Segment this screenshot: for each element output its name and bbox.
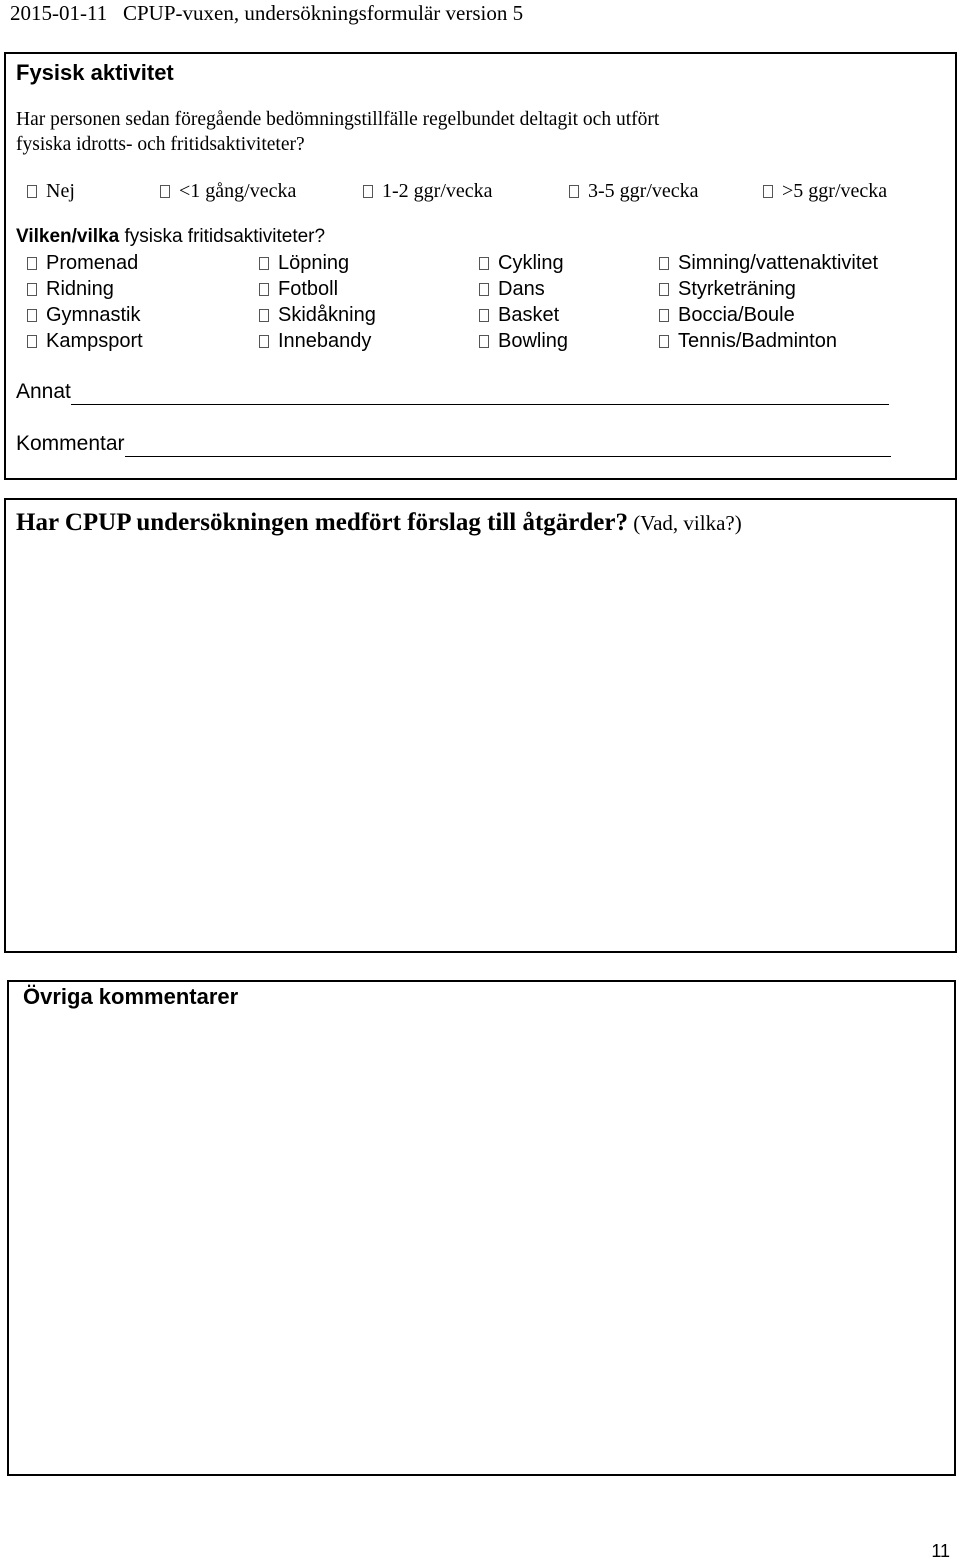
comment-field[interactable] xyxy=(16,431,891,457)
frequency-option-more-than-5[interactable] xyxy=(763,178,887,204)
checkbox-icon[interactable] xyxy=(27,257,37,270)
activity-label: Gymnastik xyxy=(46,304,141,326)
activity-fotboll[interactable] xyxy=(259,276,338,302)
activity-label: Löpning xyxy=(278,252,350,274)
activity-ridning[interactable] xyxy=(27,276,114,302)
checkbox-icon[interactable] xyxy=(763,185,773,198)
activity-label: Cykling xyxy=(498,252,564,274)
frequency-option-1-2[interactable] xyxy=(363,178,493,204)
activity-promenad[interactable] xyxy=(27,250,138,276)
checkbox-icon[interactable] xyxy=(27,309,37,322)
checkbox-icon[interactable] xyxy=(27,335,37,348)
checkbox-icon[interactable] xyxy=(259,309,269,322)
activity-label: Boccia/Boule xyxy=(678,304,795,326)
activity-innebandy[interactable] xyxy=(259,328,371,354)
checkbox-icon[interactable] xyxy=(479,335,489,348)
frequency-option-nej[interactable] xyxy=(27,178,75,204)
other-comments-title: Övriga kommentarer xyxy=(23,984,239,1009)
measures-question xyxy=(16,509,742,537)
which-rest: fysiska fritidsaktiviteter? xyxy=(119,226,326,247)
other-label: Annat xyxy=(16,380,71,403)
activity-dans[interactable] xyxy=(479,276,545,302)
activity-gymnastik[interactable] xyxy=(27,302,140,328)
other-input-line[interactable] xyxy=(71,384,889,405)
header-date: 2015-01-11 xyxy=(10,1,108,25)
activity-label: Simning/vattenaktivitet xyxy=(678,252,879,274)
measures-question-bold: Har CPUP undersökningen medfört förslag till åtgärder? xyxy=(16,509,628,536)
activity-label: Fotboll xyxy=(278,278,339,300)
comment-label: Kommentar xyxy=(16,432,125,455)
page-number: 11 xyxy=(931,1541,950,1561)
checkbox-icon[interactable] xyxy=(479,283,489,296)
activity-label: Skidåkning xyxy=(278,304,376,326)
header-title: CPUP-vuxen, undersökningsformulär version 5 xyxy=(122,1,524,25)
checkbox-icon[interactable] xyxy=(27,185,37,198)
checkbox-icon[interactable] xyxy=(259,335,269,348)
activity-styrketraning[interactable] xyxy=(659,276,796,302)
activity-kampsport[interactable] xyxy=(27,328,143,354)
activity-tennis[interactable] xyxy=(659,328,837,354)
option-label: Nej xyxy=(46,180,75,202)
checkbox-icon[interactable] xyxy=(259,257,269,270)
checkbox-icon[interactable] xyxy=(27,283,37,296)
frequency-option-3-5[interactable] xyxy=(569,178,699,204)
checkbox-icon[interactable] xyxy=(659,335,669,348)
which-bold: Vilken/vilka xyxy=(16,226,120,247)
other-comments-section[interactable] xyxy=(7,980,956,1476)
activity-label: Kampsport xyxy=(46,330,143,352)
activity-simning[interactable] xyxy=(659,250,878,276)
activity-label: Promenad xyxy=(46,252,139,274)
option-label: >5 ggr/vecka xyxy=(782,180,888,202)
option-label: <1 gång/vecka xyxy=(179,180,297,202)
activity-lopning[interactable] xyxy=(259,250,349,276)
measures-question-hint: (Vad, vilka?) xyxy=(628,511,742,535)
question-line-2: fysiska idrotts- och fritidsaktiviteter? xyxy=(16,134,305,155)
activity-basket[interactable] xyxy=(479,302,559,328)
checkbox-icon[interactable] xyxy=(659,309,669,322)
checkbox-icon[interactable] xyxy=(479,309,489,322)
activity-cykling[interactable] xyxy=(479,250,564,276)
physical-activity-section xyxy=(4,52,957,480)
checkbox-icon[interactable] xyxy=(259,283,269,296)
checkbox-icon[interactable] xyxy=(659,257,669,270)
checkbox-icon[interactable] xyxy=(479,257,489,270)
activity-label: Basket xyxy=(498,304,560,326)
measures-section[interactable] xyxy=(4,498,957,953)
activity-boccia[interactable] xyxy=(659,302,795,328)
activity-label: Dans xyxy=(498,278,545,300)
activity-label: Bowling xyxy=(498,330,569,352)
other-field[interactable] xyxy=(16,379,889,405)
activity-label: Tennis/Badminton xyxy=(678,330,837,352)
which-activities-question xyxy=(16,224,325,249)
section-title: Fysisk aktivitet xyxy=(16,60,174,85)
question-line-1: Har personen sedan föregående bedömningstillfälle regelbundet deltagit och utfört xyxy=(16,109,660,130)
checkbox-icon[interactable] xyxy=(363,185,373,198)
activity-bowling[interactable] xyxy=(479,328,568,354)
frequency-option-less-than-1[interactable] xyxy=(160,178,296,204)
activity-label: Ridning xyxy=(46,278,114,300)
comment-input-line[interactable] xyxy=(125,436,891,457)
option-label: 3-5 ggr/vecka xyxy=(588,180,699,202)
checkbox-icon[interactable] xyxy=(659,283,669,296)
checkbox-icon[interactable] xyxy=(160,185,170,198)
activity-label: Innebandy xyxy=(278,330,372,352)
checkbox-icon[interactable] xyxy=(569,185,579,198)
page-header xyxy=(10,0,523,26)
option-label: 1-2 ggr/vecka xyxy=(382,180,493,202)
activity-skidakning[interactable] xyxy=(259,302,376,328)
activity-label: Styrketräning xyxy=(678,278,796,300)
